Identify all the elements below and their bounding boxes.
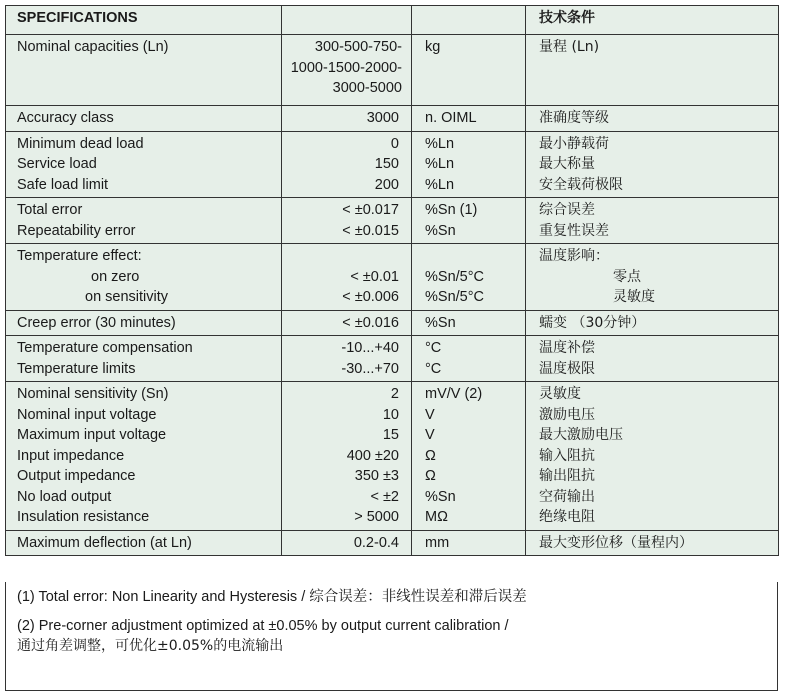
header-title-cn: 技术条件	[526, 6, 779, 35]
temp-unit-compensation: °C	[425, 340, 442, 356]
table-row-errors	[6, 198, 779, 244]
error-label-repeatability: Repeatability error	[17, 222, 136, 239]
load-label-service: Service load	[17, 156, 97, 172]
header-title-en: SPECIFICATIONS	[6, 6, 282, 35]
elec-value-input-impedance: 400 ±20	[346, 447, 399, 464]
footnotes	[5, 582, 778, 691]
table-row-temperature	[6, 336, 779, 382]
error-value-repeatability: < ±0.015	[342, 222, 399, 239]
load-cn-minimum-dead: 最小静载荷	[539, 135, 609, 152]
footnote-2-line-2: 通过角差调整，可优化±0.05%的电流输出	[17, 638, 284, 654]
creep-value: < ±0.016	[342, 314, 399, 331]
temp-effect-cn-zero: 零点	[613, 268, 641, 285]
temp-effect-value-sensitivity: < ±0.006	[342, 289, 399, 305]
temp-value-limits: -30...+70	[341, 360, 399, 377]
load-value-minimum-dead: 0	[390, 135, 399, 152]
deflection-value: 0.2-0.4	[353, 534, 399, 551]
elec-value-max-input-voltage: 15	[382, 427, 399, 443]
elec-label-input-impedance: Input impedance	[17, 447, 125, 464]
table-row-electrical	[6, 382, 779, 531]
load-unit-service: %Ln	[425, 156, 455, 172]
error-unit-total: %Sn (1)	[425, 202, 478, 218]
creep-label: Creep error (30 minutes)	[17, 314, 176, 331]
load-cn-safe-limit: 安全载荷极限	[539, 176, 623, 193]
elec-value-sensitivity: 2	[390, 386, 399, 402]
temp-cn-compensation: 温度补偿	[539, 340, 595, 356]
deflection-cn: 最大变形位移（量程内）	[539, 534, 693, 551]
elec-unit-input-voltage: V	[425, 406, 435, 423]
load-label-minimum-dead: Minimum dead load	[17, 135, 144, 152]
error-value-total: < ±0.017	[342, 202, 399, 218]
header-empty-unit	[412, 6, 526, 35]
temp-effect-value-zero: < ±0.01	[350, 268, 399, 285]
elec-unit-input-impedance: Ω	[425, 447, 436, 464]
temp-label-limits: Temperature limits	[17, 360, 136, 377]
accuracy-unit: n. OIML	[425, 110, 477, 126]
elec-label-output-impedance: Output impedance	[17, 468, 136, 484]
elec-value-output-impedance: 350 ±3	[354, 468, 399, 484]
temp-effect-label-zero: on zero	[91, 268, 140, 285]
elec-unit-sensitivity: mV/V (2)	[425, 386, 483, 402]
error-label-total: Total error	[17, 202, 83, 218]
table-row-temperature-effect	[6, 244, 779, 311]
footnote-1: (1) Total error: Non Linearity and Hysteresis / 综合误差：非线性误差和滞后误差	[17, 589, 527, 605]
elec-cn-input-impedance: 输入阻抗	[539, 447, 595, 464]
accuracy-label: Accuracy class	[17, 110, 114, 126]
elec-label-insulation: Insulation resistance	[17, 509, 150, 525]
load-label-safe-limit: Safe load limit	[17, 176, 109, 193]
accuracy-value: 3000	[366, 110, 399, 126]
table-row-deflection	[6, 530, 779, 556]
capacities-value-1: 300-500-750-	[314, 39, 402, 55]
elec-label-no-load-output: No load output	[17, 488, 112, 505]
table-row-capacities	[6, 35, 779, 106]
creep-unit: %Sn	[425, 314, 456, 331]
capacities-value-2: 1000-1500-2000-	[290, 59, 402, 76]
load-unit-minimum-dead: %Ln	[425, 135, 455, 152]
elec-value-input-voltage: 10	[382, 406, 399, 423]
load-unit-safe-limit: %Ln	[425, 176, 455, 193]
specifications-table	[5, 5, 779, 556]
temp-unit-limits: °C	[425, 360, 442, 377]
elec-cn-output-impedance: 输出阻抗	[539, 468, 595, 484]
elec-value-insulation: > 5000	[354, 509, 399, 525]
header-row	[6, 6, 779, 35]
table-row-accuracy	[6, 106, 779, 132]
temp-cn-limits: 温度极限	[539, 360, 595, 377]
load-value-service: 150	[374, 156, 399, 172]
temp-effect-unit-sensitivity: %Sn/5°C	[425, 289, 484, 305]
capacities-unit: kg	[425, 39, 441, 55]
elec-cn-insulation: 绝缘电阻	[539, 509, 595, 525]
elec-cn-max-input-voltage: 最大激励电压	[539, 427, 623, 443]
deflection-unit: mm	[425, 534, 450, 551]
temp-effect-label-sensitivity: on sensitivity	[85, 289, 169, 305]
capacities-label: Nominal capacities (Ln)	[17, 39, 169, 55]
temp-effect-cn-sensitivity: 灵敏度	[613, 289, 655, 305]
temp-value-compensation: -10...+40	[341, 340, 399, 356]
elec-unit-no-load-output: %Sn	[425, 488, 456, 505]
temp-label-compensation: Temperature compensation	[17, 340, 193, 356]
temp-effect-unit-zero: %Sn/5°C	[425, 268, 484, 285]
capacities-cn: 量程 (Ln)	[539, 39, 600, 55]
error-cn-repeatability: 重复性误差	[539, 222, 609, 239]
error-cn-total: 综合误差	[539, 202, 595, 218]
table-row-loads	[6, 131, 779, 198]
capacities-value-3: 3000-5000	[332, 80, 402, 96]
elec-unit-max-input-voltage: V	[425, 427, 435, 443]
error-unit-repeatability: %Sn	[425, 222, 456, 239]
elec-cn-no-load-output: 空荷输出	[539, 488, 595, 505]
table-row-creep	[6, 310, 779, 336]
elec-cn-input-voltage: 激励电压	[539, 406, 595, 423]
deflection-label: Maximum deflection (at Ln)	[17, 534, 192, 551]
load-cn-service: 最大称量	[539, 156, 595, 172]
creep-cn: 蠕变 （30分钟）	[539, 314, 646, 331]
elec-label-sensitivity: Nominal sensitivity (Sn)	[17, 386, 169, 402]
elec-label-max-input-voltage: Maximum input voltage	[17, 427, 167, 443]
header-empty-value	[282, 6, 412, 35]
accuracy-cn: 准确度等级	[539, 110, 609, 126]
elec-label-input-voltage: Nominal input voltage	[17, 406, 157, 423]
footnote-2-line-1: (2) Pre-corner adjustment optimized at ±0.05% by output current calibration /	[17, 618, 509, 634]
temp-effect-label: Temperature effect:	[17, 248, 142, 264]
temp-effect-cn: 温度影响：	[539, 248, 609, 264]
load-value-safe-limit: 200	[374, 176, 399, 193]
elec-value-no-load-output: < ±2	[370, 488, 399, 505]
elec-unit-insulation: MΩ	[425, 509, 448, 525]
elec-cn-sensitivity: 灵敏度	[539, 386, 581, 402]
elec-unit-output-impedance: Ω	[425, 468, 436, 484]
